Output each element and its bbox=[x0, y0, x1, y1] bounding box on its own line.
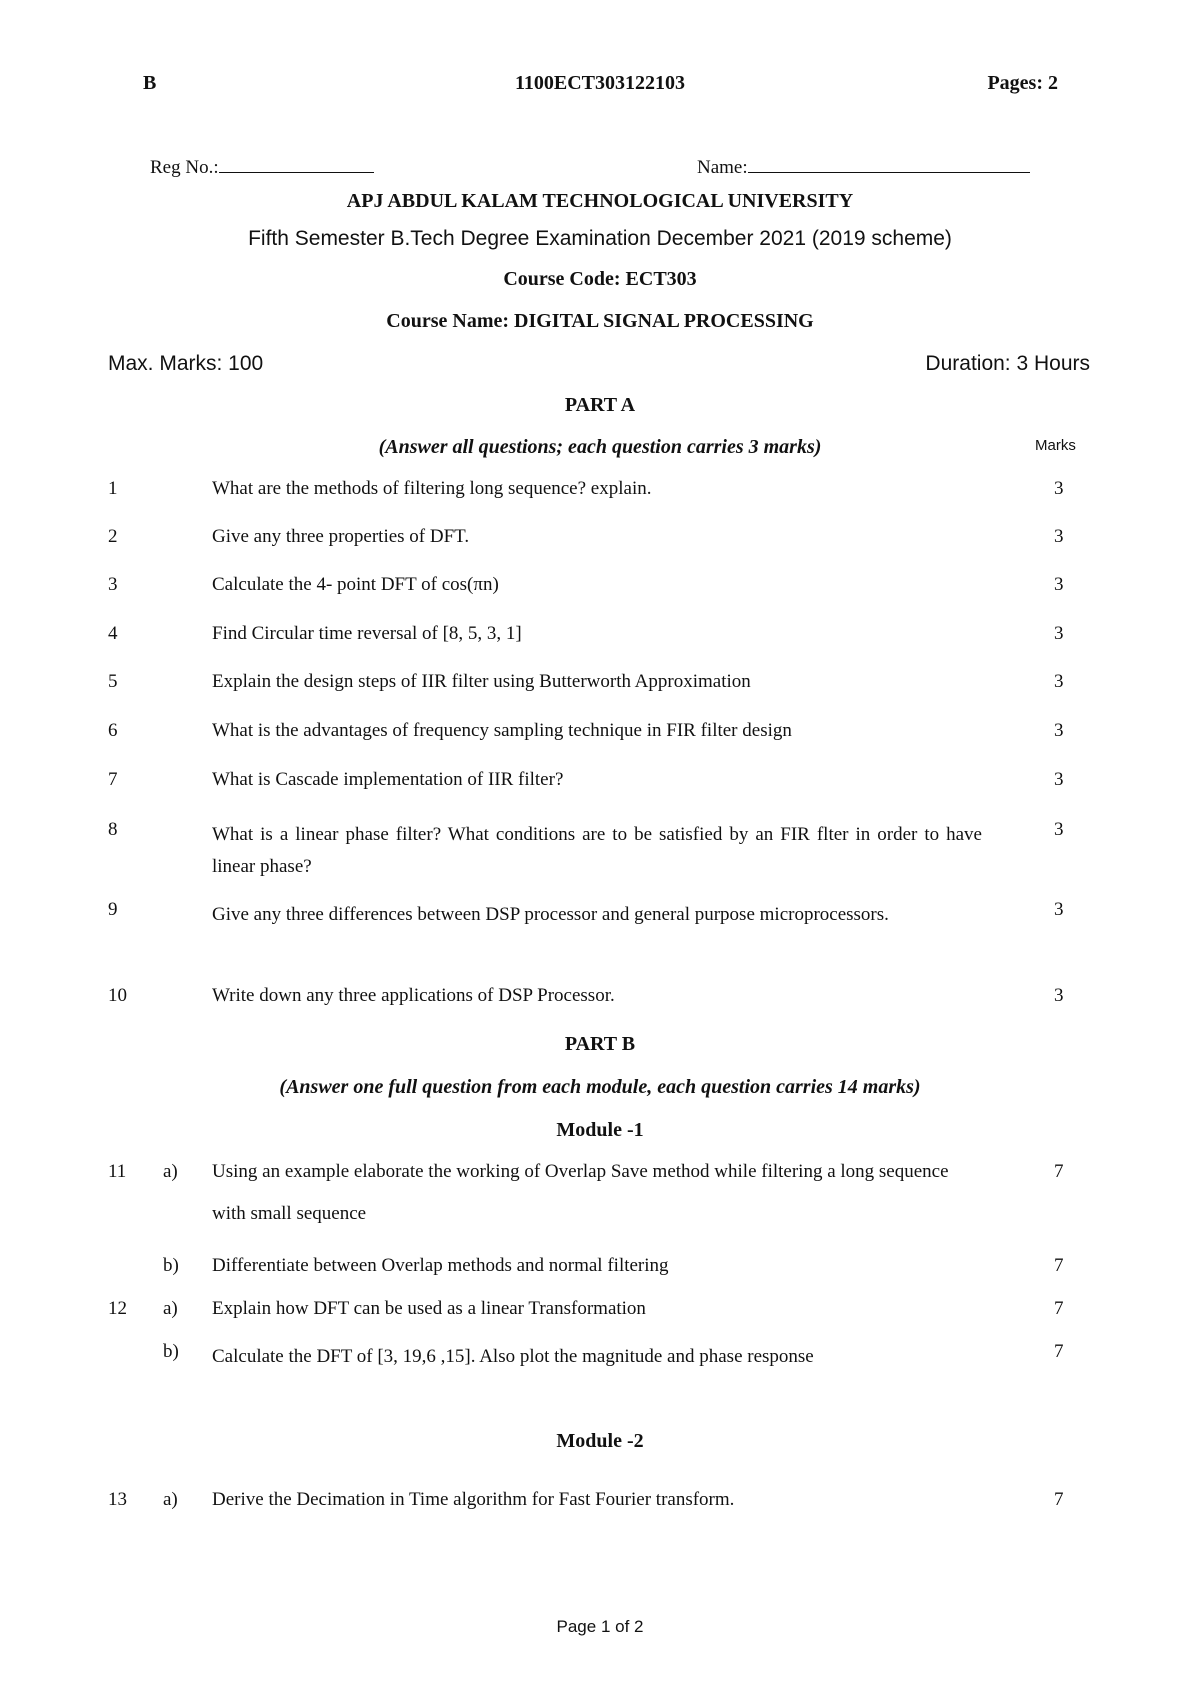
university-title: APJ ABDUL KALAM TECHNOLOGICAL UNIVERSITY bbox=[346, 190, 854, 212]
paper-code: 1100ECT303122103 bbox=[514, 72, 686, 94]
part-b-title: PART B bbox=[564, 1033, 636, 1055]
question-marks: 3 bbox=[1054, 985, 1064, 1006]
question-text: Write down any three applications of DSP Processor. bbox=[212, 985, 615, 1006]
max-marks: Max. Marks: 100 bbox=[108, 352, 264, 375]
question-number: 10 bbox=[108, 985, 127, 1006]
pages-label: Pages: 2 bbox=[987, 72, 1058, 94]
page-footer: Page 1 of 2 bbox=[556, 1617, 644, 1636]
name-blank bbox=[748, 154, 1030, 173]
question-text: What is a linear phase filter? What conditions are to be satisfied by an FIR flter in order to have linear phase? bbox=[212, 824, 982, 877]
exam-title: Fifth Semester B.Tech Degree Examination December 2021 (2019 scheme) bbox=[248, 227, 952, 250]
course-name: Course Name: DIGITAL SIGNAL PROCESSING bbox=[386, 310, 814, 332]
question-text: Explain the design steps of IIR filter using Butterworth Approximation bbox=[212, 671, 751, 692]
question-number: 5 bbox=[108, 671, 118, 692]
question-text: What is the advantages of frequency sampling technique in FIR filter design bbox=[212, 720, 792, 741]
question-marks: 7 bbox=[1054, 1489, 1064, 1510]
question-marks: 7 bbox=[1054, 1341, 1064, 1362]
name-field bbox=[697, 154, 1030, 179]
question-marks: 7 bbox=[1054, 1255, 1064, 1276]
question-text: Calculate the 4- point DFT of cos(πn) bbox=[212, 574, 499, 595]
question-text: Differentiate between Overlap methods and normal filtering bbox=[212, 1255, 669, 1276]
question-number: 12 bbox=[108, 1298, 127, 1319]
question-marks: 3 bbox=[1054, 819, 1064, 840]
question-text: Explain how DFT can be used as a linear Transformation bbox=[212, 1298, 646, 1319]
reg-no-field bbox=[150, 154, 374, 179]
reg-no-blank bbox=[219, 154, 374, 173]
question-marks: 3 bbox=[1054, 478, 1064, 499]
question-marks: 3 bbox=[1054, 623, 1064, 644]
question-text: What are the methods of filtering long sequence? explain. bbox=[212, 478, 652, 499]
part-b-instruction: (Answer one full question from each module, each question carries 14 marks) bbox=[279, 1076, 921, 1098]
question-text: Calculate the DFT of [3, 19,6 ,15]. Also plot the magnitude and phase response bbox=[212, 1346, 814, 1367]
question-marks: 3 bbox=[1054, 720, 1064, 741]
question-text: What is Cascade implementation of IIR filter? bbox=[212, 769, 564, 790]
question-number: 7 bbox=[108, 769, 118, 790]
reg-no-label: Reg No.: bbox=[150, 157, 219, 178]
question-marks: 3 bbox=[1054, 574, 1064, 595]
question-number: 2 bbox=[108, 526, 118, 547]
question-subpart: b) bbox=[163, 1341, 179, 1362]
question-number: 1 bbox=[108, 478, 118, 499]
question-marks: 3 bbox=[1054, 899, 1064, 920]
question-subpart: a) bbox=[163, 1298, 178, 1319]
question-marks: 3 bbox=[1054, 526, 1064, 547]
question-text: Give any three properties of DFT. bbox=[212, 526, 470, 547]
part-a-title: PART A bbox=[564, 394, 636, 416]
question-text: Give any three differences between DSP processor and general purpose microprocessors. bbox=[212, 904, 889, 925]
question-text: Find Circular time reversal of [8, 5, 3, 1] bbox=[212, 623, 522, 644]
question-number: 8 bbox=[108, 819, 118, 840]
course-code: Course Code: ECT303 bbox=[503, 268, 697, 290]
question-number: 3 bbox=[108, 574, 118, 595]
question-text: Derive the Decimation in Time algorithm for Fast Fourier transform. bbox=[212, 1489, 735, 1510]
question-subpart: b) bbox=[163, 1255, 179, 1276]
marks-column-label: Marks bbox=[1035, 437, 1076, 454]
question-marks: 3 bbox=[1054, 769, 1064, 790]
question-number: 9 bbox=[108, 899, 118, 920]
duration: Duration: 3 Hours bbox=[925, 352, 1090, 375]
question-marks: 7 bbox=[1054, 1298, 1064, 1319]
set-label: B bbox=[143, 72, 157, 94]
question-subpart: a) bbox=[163, 1489, 178, 1510]
module-2-title: Module -2 bbox=[556, 1430, 644, 1452]
question-text: Using an example elaborate the working of Overlap Save method while filtering a long sequence with small sequence bbox=[212, 1161, 949, 1224]
question-number: 6 bbox=[108, 720, 118, 741]
question-marks: 3 bbox=[1054, 671, 1064, 692]
question-number: 11 bbox=[108, 1161, 127, 1182]
question-marks: 7 bbox=[1054, 1161, 1064, 1182]
question-subpart: a) bbox=[163, 1161, 178, 1182]
module-1-title: Module -1 bbox=[556, 1119, 644, 1141]
part-a-instruction: (Answer all questions; each question carries 3 marks) bbox=[378, 436, 822, 458]
question-number: 4 bbox=[108, 623, 118, 644]
name-label: Name: bbox=[697, 157, 748, 178]
question-number: 13 bbox=[108, 1489, 127, 1510]
